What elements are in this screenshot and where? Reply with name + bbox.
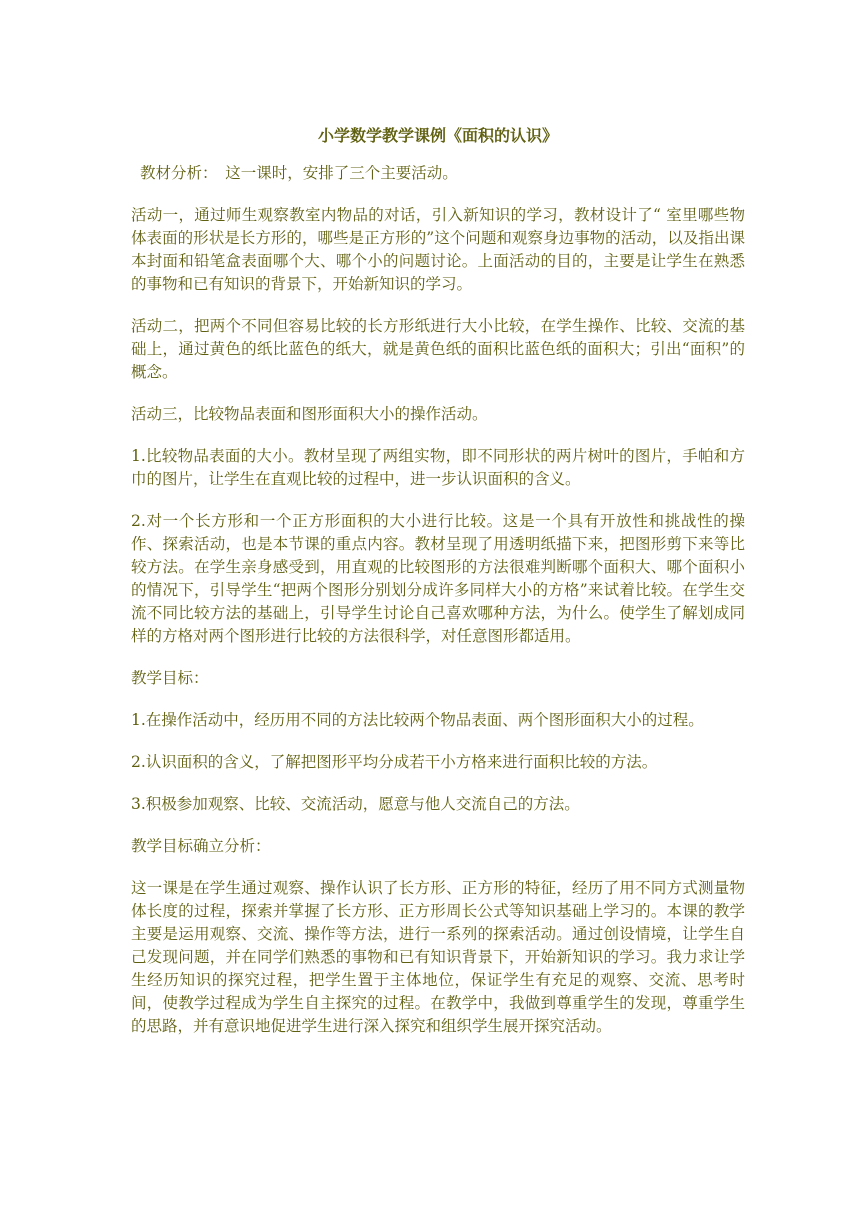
paragraph-compare-objects: 1.比较物品表面的大小。教材呈现了两组实物，即不同形状的两片树叶的图片，手帕和方巾的图片，让学生在直观比较的过程中，进一步认识面积的含义。 (131, 447, 745, 488)
document-title: 小学数学教学课例《面积的认识》 (317, 126, 558, 145)
paragraph-activity-two: 活动二，把两个不同但容易比较的长方形纸进行大小比较，在学生操作、比较、交流的基础上，通过黄色的纸比蓝色的纸大，就是黄色纸的面积比蓝色纸的面积大；引出“面积”的概念。 (131, 317, 745, 381)
document-body (131, 124, 745, 1057)
paragraph-textbook-analysis: 教材分析： 这一课时，安排了三个主要活动。 (140, 164, 458, 182)
paragraph-goal-one: 1.在操作活动中，经历用不同的方法比较两个物品表面、两个图形面积大小的过程。 (131, 711, 704, 729)
heading-teaching-goals: 教学目标： (131, 669, 209, 687)
paragraph-compare-shapes: 2.对一个长方形和一个正方形面积的大小进行比较。这是一个具有开放性和挑战性的操作、探索活动，也是本节课的重点内容。教材呈现了用透明纸描下来，把图形剪下来等比较方法。在学生亲身感受到，用直观的比较图形的方法很难判断哪个面积大、哪个面积小的情况下，引导学生“把两个图形分别划分成许多同样大小的方格”来试着比较。在学生交流不同比较方法的基础上，引导学生讨论自己喜欢哪种方法，为什么。使学生了解划成同样的方格对两个图形进行比较的方法很科学，对任意图形都适用。 (131, 512, 745, 645)
paragraph-goal-two: 2.认识面积的含义，了解把图形平均分成若干小方格来进行面积比较的方法。 (131, 753, 658, 771)
paragraph-activity-one: 活动一，通过师生观察教室内物品的对话，引入新知识的学习，教材设计了“ 室里哪些物体表面的形状是长方形的，哪些是正方形的”这个问题和观察身边事物的活动，以及指出课本封面和铅笔盒表面哪个大、哪个小的问题讨论。上面活动的目的，主要是让学生在熟悉的事物和已有知识的背景下，开始新知识的学习。 (131, 206, 745, 293)
paragraph-activity-three: 活动三，比较物品表面和图形面积大小的操作活动。 (131, 405, 488, 423)
heading-goal-analysis: 教学目标确立分析： (131, 837, 271, 855)
paragraph-goal-analysis: 这一课是在学生通过观察、操作认识了长方形、正方形的特征，经历了用不同方式测量物体长度的过程，探索并掌握了长方形、正方形周长公式等知识基础上学习的。本课的教学主要是运用观察、交流、操作等方法，进行一系列的探索活动。通过创设情境，让学生自己发现问题，并在同学们熟悉的事物和已有知识背景下，开始新知识的学习。我力求让学生经历知识的探究过程，把学生置于主体地位，保证学生有充足的观察、交流、思考时间，使教学过程成为学生自主探究的过程。在教学中，我做到尊重学生的发现，尊重学生的思路，并有意识地促进学生进行深入探究和组织学生展开探究活动。 (131, 879, 745, 1035)
paragraph-goal-three: 3.积极参加观察、比较、交流活动，愿意与他人交流自己的方法。 (131, 795, 580, 813)
